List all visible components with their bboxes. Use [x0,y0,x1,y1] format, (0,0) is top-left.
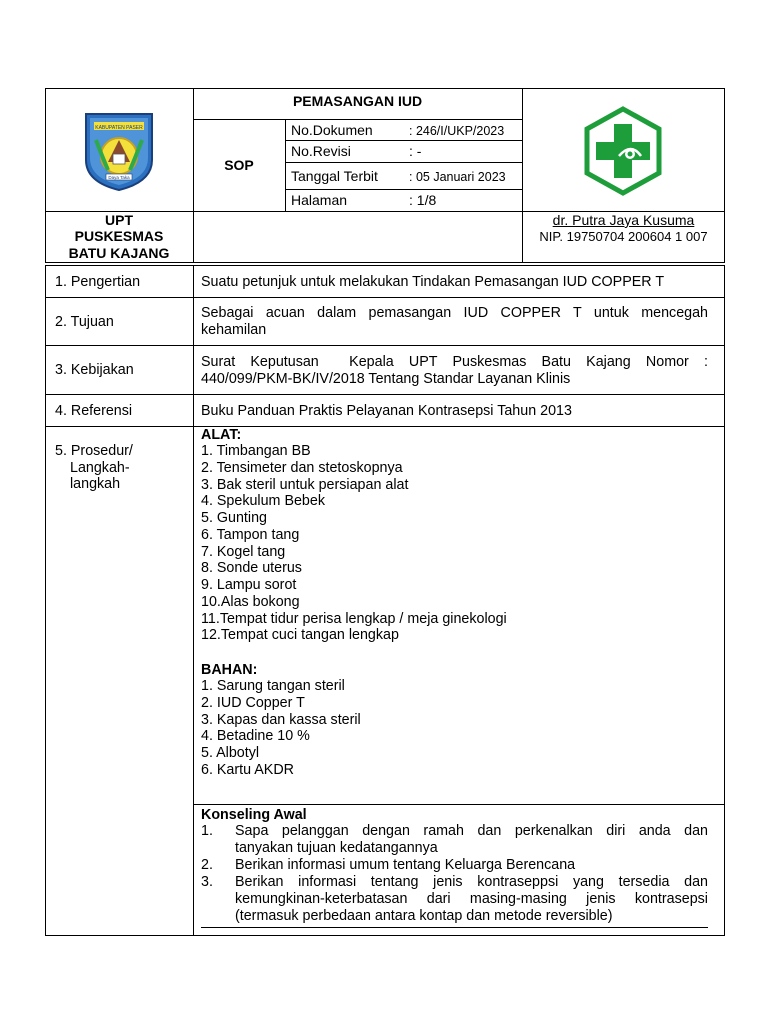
list-item: 3. Kapas dan kassa steril [201,711,361,728]
bahan-heading: BAHAN: [201,662,258,678]
prosedur-label-1: 5. Prosedur/ [55,443,133,459]
emblem-motto: Daya Taka [108,175,130,180]
header-divider-fields [285,119,286,211]
referensi-text: Buku Panduan Praktis Pelayanan Kontrasepsi Tahun 2013 [201,403,572,419]
field-label-no-revisi: No.Revisi [291,143,351,159]
list-item: 6. Tampon tang [201,526,300,543]
row-line-2 [45,345,725,346]
list-item: 12.Tempat cuci tangan lengkap [201,627,399,644]
field-value-halaman: : 1/8 [409,192,437,208]
tujuan-line-2: kehamilan [201,322,267,338]
list-item: 2. IUD Copper T [201,694,305,711]
header-field-line-2 [285,162,522,163]
org-line-3: BATU KAJANG [68,245,170,261]
header-field-line-3 [285,189,522,190]
konseling-3-line-2: kemungkinan-keterbatasan dari masing-masing jenis kontrasepsi [235,891,708,907]
konseling-3-line-1: Berikan informasi tentang jenis kontraseppsi yang tersedia dan [235,874,708,890]
kebijakan-line-2: 440/099/PKM-BK/IV/2018 Tentang Standar Layanan Klinis [201,371,571,387]
header-field-line-1 [285,140,522,141]
konseling-num-1: 1. [201,823,213,839]
page-title: PEMASANGAN IUD [292,93,423,109]
list-item: 11.Tempat tidur perisa lengkap / meja ginekologi [201,610,507,627]
list-item: 4. Betadine 10 % [201,728,310,745]
puskesmas-logo-icon [583,106,663,196]
list-item: 6. Kartu AKDR [201,761,294,778]
konseling-bottom-line [201,927,708,928]
alat-heading: ALAT: [201,427,242,443]
row-line-4 [45,426,725,427]
kebijakan-label: 3. Kebijakan [55,362,134,378]
row-line-1 [45,297,725,298]
prosedur-label-3: langkah [70,476,121,492]
list-item: 9. Lampu sorot [201,577,297,593]
konseling-num-3: 3. [201,874,213,890]
list-item: 5. Albotyl [201,745,260,761]
pengertian-label: 1. Pengertian [55,274,141,290]
konseling-num-2: 2. [201,857,213,873]
field-value-no-dokumen: : 246/I/UKP/2023 [409,124,505,138]
tujuan-line-1: Sebagai acuan dalam pemasangan IUD COPPER T untuk mencegah [201,305,708,321]
emblem-caption: KABUPATEN PASER [95,125,143,131]
list-item: 5. Gunting [201,510,267,526]
list-item: 10.Alas bokong [201,593,300,610]
alat-list [201,443,507,644]
konseling-1-line-1: Sapa pelanggan dengan ramah dan perkenalkan diri anda dan [235,823,708,839]
list-item: 4. Spekulum Bebek [201,493,325,510]
konseling-1-line-2: tanyakan tujuan kedatangannya [235,840,438,856]
org-line-2: PUSKESMAS [74,228,164,244]
list-item: 7. Kogel tang [201,543,286,560]
field-value-tanggal-terbit: : 05 Januari 2023 [409,170,506,184]
field-label-tanggal-terbit: Tanggal Terbit [291,168,378,184]
content-divider [193,265,194,936]
list-item: 8. Sonde uterus [201,560,302,577]
konseling-divider [193,804,725,805]
row-line-3 [45,394,725,395]
list-item: 2. Tensimeter dan stetoskopnya [201,459,403,476]
kebijakan-line-1: Surat Keputusan Kepala UPT Puskesmas Batu Kajang Nomor : [201,354,708,370]
org-line-1: UPT [105,212,133,228]
list-item: 1. Sarung tangan steril [201,678,345,694]
list-item: 1. Timbangan BB [201,443,311,459]
signer-nip: NIP. 19750704 200604 1 007 [539,229,708,244]
regency-emblem-icon [82,110,156,192]
sop-label: SOP [224,157,254,173]
pengertian-text: Suatu petunjuk untuk melakukan Tindakan Pemasangan IUD COPPER T [201,274,665,290]
header-divider-left [193,88,194,263]
referensi-label: 4. Referensi [55,403,133,419]
field-value-no-revisi: : - [409,143,422,159]
list-item: 3. Bak steril untuk persiapan alat [201,476,409,493]
signer-name: dr. Putra Jaya Kusuma [552,212,695,228]
header-title-line [193,119,522,120]
konseling-heading: Konseling Awal [201,807,307,823]
konseling-3-line-3: (termasuk perbedaan antara kontap dan metode reversible) [235,908,613,924]
konseling-2-line-1: Berikan informasi umum tentang Keluarga Berencana [235,857,576,873]
prosedur-label-2: Langkah- [70,460,130,476]
tujuan-label: 2. Tujuan [55,314,114,330]
field-label-no-dokumen: No.Dokumen [291,122,373,138]
bahan-list [201,678,361,779]
field-label-halaman: Halaman [291,192,348,208]
